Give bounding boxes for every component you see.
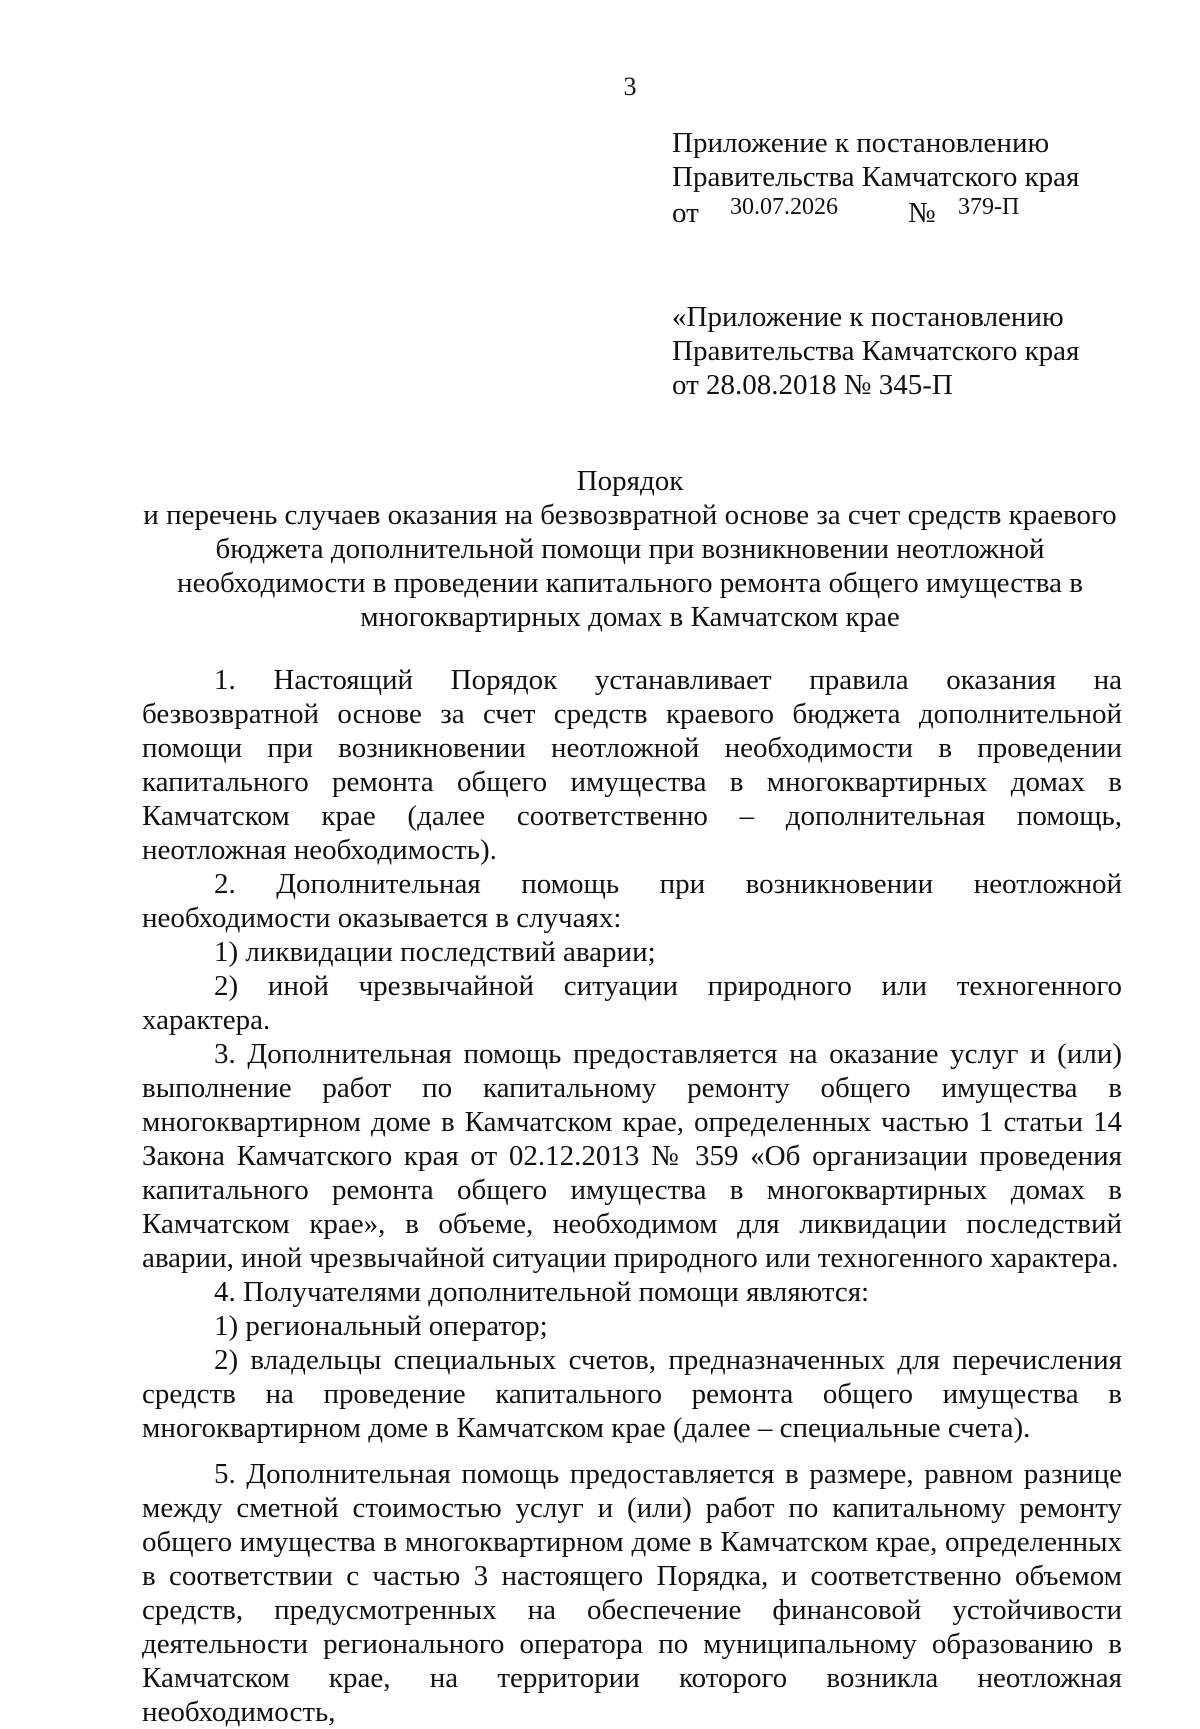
paragraph-5: 5. Дополнительная помощь предоставляется в размере, равном разнице между сметной стоимостью услуг и (или) работ по капитальному ремонту общего имущества в многоквартирном доме в Камчатском крае, определенных в соответствии с частью 3 настоящего Порядка, и соответственно объемом средств, предусмотренных на обеспечение финансовой устойчивости деятельности регионального оператора по муниципальному образованию в Камчатском крае, на территории которого возникла неотложная необходимость, [142, 1458, 1122, 1728]
appendix-current-line1: Приложение к постановлению [672, 127, 1050, 159]
appendix-date: 30.07.2026 [730, 194, 838, 220]
appendix-previous-block [672, 300, 1079, 402]
appendix-current-line2: Правительства Камчатского края [672, 161, 1080, 193]
appendix-from-label: от [672, 197, 699, 229]
appendix-previous-line3: от 28.08.2018 № 345-П [672, 369, 953, 401]
appendix-current-block [672, 126, 1079, 228]
paragraph-4-item-1: 1) региональный оператор; [214, 1310, 548, 1342]
appendix-number-sign: № [908, 197, 936, 229]
title-line3: бюджета дополнительной помощи при возникновении неотложной [215, 533, 1045, 565]
appendix-previous-line1: «Приложение к постановлению [672, 301, 1064, 333]
title-line5: многоквартирных домах в Камчатском крае [360, 601, 900, 633]
page-number: 3 [623, 72, 637, 101]
appendix-current-date-line [672, 194, 1079, 228]
document-body [142, 663, 1122, 1729]
paragraph-2-item-2: 2) иной чрезвычайной ситуации природного или техногенного характера. [142, 970, 1122, 1036]
document-title [130, 464, 1130, 634]
paragraph-3: 3. Дополнительная помощь предоставляется на оказание услуг и (или) выполнение работ по капитальному ремонту общего имущества в многоквартирном доме в Камчатском крае, определенных частью 1 статьи 14 Закона Камчатского края от 02.12.2013 № 359 «Об организации проведения капитального ремонта общего имущества в многоквартирных домах в Камчатском крае», в объеме, необходимом для ликвидации последствий аварии, иной чрезвычайной ситуации природного или техногенного характера. [142, 1038, 1122, 1274]
paragraph-4: 4. Получателями дополнительной помощи являются: [214, 1276, 870, 1308]
paragraph-2: 2. Дополнительная помощь при возникновении неотложной необходимости оказывается в случаях: [142, 868, 1122, 934]
title-line4: необходимости в проведении капитального ремонта общего имущества в [177, 567, 1083, 599]
paragraph-1: 1. Настоящий Порядок устанавливает правила оказания на безвозвратной основе за счет средств краевого бюджета дополнительной помощи при возникновении неотложной необходимости в проведении капитального ремонта общего имущества в многоквартирных домах в Камчатском крае (далее соответственно – дополнительная помощь, неотложная необходимость). [142, 664, 1122, 866]
paragraph-4-item-2: 2) владельцы специальных счетов, предназначенных для перечисления средств на проведение капитального ремонта общего имущества в многоквартирном доме в Камчатском крае (далее – специальные счета). [142, 1344, 1122, 1444]
appendix-number: 379-П [958, 194, 1020, 220]
title-line2: и перечень случаев оказания на безвозвратной основе за счет средств краевого [143, 499, 1117, 531]
paragraph-2-item-1: 1) ликвидации последствий аварии; [214, 936, 656, 968]
appendix-previous-line2: Правительства Камчатского края [672, 335, 1080, 367]
title-line1: Порядок [576, 465, 684, 497]
